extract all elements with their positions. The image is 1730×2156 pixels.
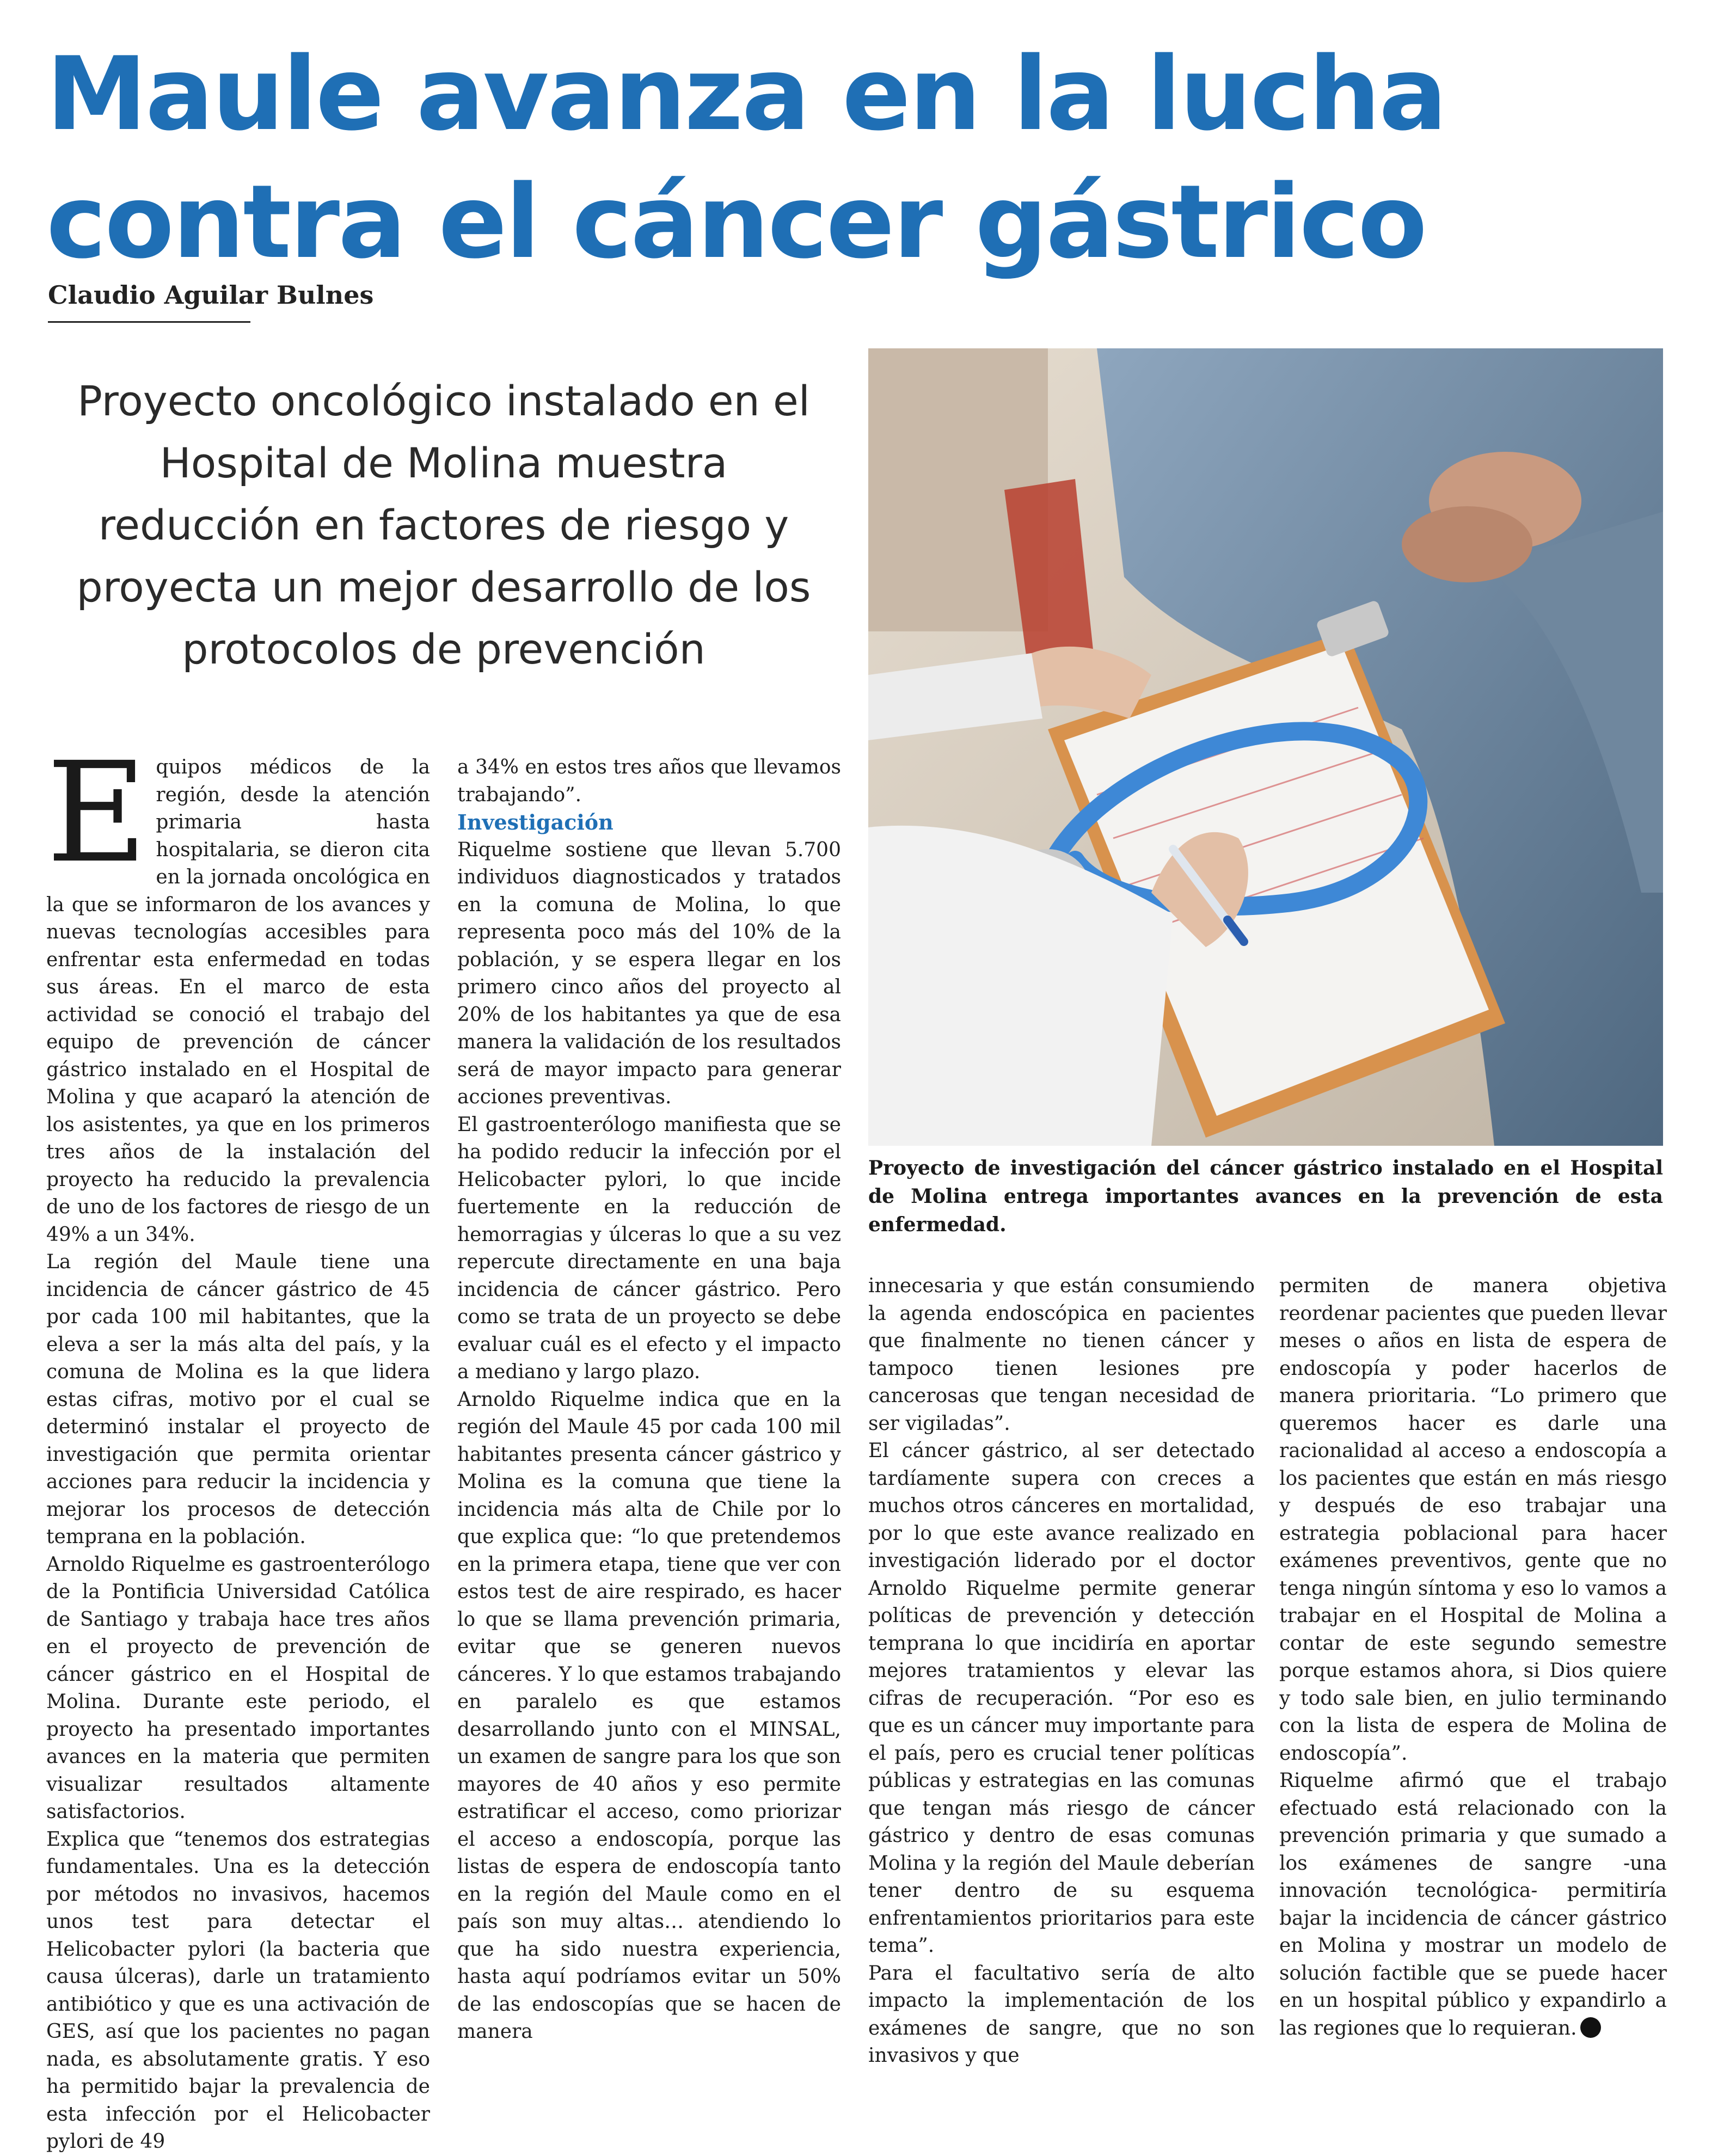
author-byline: Claudio Aguilar Bulnes xyxy=(48,280,374,310)
paragraph: Explica que “tenemos dos estrategias fundamentales. Una es la detección por métodos no invasivos, hacemos unos test para detectar el Helicobacter pylori (la bacteria que causa úlceras), darle un tratamiento antibiótico y que es una activación de GES, así que los pacientes no pagan nada, es absolutamente gratis. Y eso ha permitido bajar la prevalencia de esta infección por el Helicobacter pylori de 49 xyxy=(46,1828,430,2153)
photo-caption: Proyecto de investigación del cáncer gástrico instalado en el Hospital de Molina entrega importantes avances en la prevención de esta enfermedad. xyxy=(868,1157,1663,1236)
paragraph: a 34% en estos tres años que llevamos trabajando”. xyxy=(457,756,841,806)
byline-rule xyxy=(48,321,250,323)
paragraph: permiten de manera objetiva reordenar pacientes que pueden llevar meses o años en lista de espera de endoscopía y poder hacerlos de manera prioritaria. “Lo primero que queremos hacer es darle una racionalidad al acceso a endoscopía a los pacientes que están en más riesgo y después de eso trabajar una estrategia poblacional para hacer exámenes preventivos, gente que no tenga ningún síntoma y eso lo vamos a trabajar en el Hospital de Molina a contar de este segundo semestre porque estamos ahora, si Dios quiere y todo sale bien, en julio terminando con la lista de espera de Molina de endoscopía”. xyxy=(1279,1275,1667,1765)
headline-line-1: Maule avanza en la lucha xyxy=(46,35,1446,153)
paragraph: La región del Maule tiene una incidencia de cáncer gástrico de 45 por cada 100 mil habitantes, que la eleva a ser la más alta del país, y la comuna de Molina es la que lidera estas cifras, motivo por el cual se determinó instalar el proyecto de investigación que permita orientar acciones para reducir la incidencia y mejorar los procesos de detección temprana en la población. xyxy=(46,1251,430,1548)
body-column-3 xyxy=(868,1273,1255,2070)
paragraph: Equipos médicos de la región, desde la atención primaria hasta hospitalaria, se dieron cita en la jornada oncológica en la que se informaron de los avances y nuevas tecnologías accesibles para enfrentar esta enfermedad en todas sus áreas. En el marco de esta actividad se conoció el trabajo del equipo de prevención de cáncer gástrico instalado en el Hospital de Molina y que acaparó la atención de los asistentes, ya que en los primeros tres años de la instalación del proyecto ha reducido la prevalencia de uno de los factores de riesgo de un 49% a un 34%. xyxy=(46,732,430,1246)
paragraph: Riquelme afirmó que el trabajo efectuado está relacionado con la prevención primaria y que sumado a los exámenes de sangre -una innovación tecnológica- permitiría bajar la incidencia de cáncer gástrico en Molina y mostrar un modelo de solución factible que se puede hacer en un hospital público y expandirlo a las regiones que lo requieran. xyxy=(1279,1770,1667,2040)
section-subhead: Investigación xyxy=(457,810,614,834)
photo-illustration xyxy=(868,348,1663,1146)
end-of-article-mark xyxy=(1580,2017,1601,2038)
body-column-2 xyxy=(457,754,841,2046)
paragraph: El gastroenterólogo manifiesta que se ha podido reducir la infección por el Helicobacter pylori, lo que incide fuertemente en la reducción de hemorragias y úlceras lo que a su vez repercute directamente en una baja incidencia de cáncer gástrico. Pero como se trata de un proyecto se debe evaluar cuál es el efecto y el impacto a mediano y largo plazo. xyxy=(457,1113,841,1383)
paragraph: Arnoldo Riquelme es gastroenterólogo de la Pontificia Universidad Católica de Santiago y trabaja hace tres años en el proyecto de prevención de cáncer gástrico en el Hospital de Molina. Durante este periodo, el proyecto ha presentado importantes avances en la materia que permiten visualizar resultados altamente satisfactorios. xyxy=(46,1553,430,1823)
headline-line-2: contra el cáncer gástrico xyxy=(46,163,1426,281)
drop-cap: E xyxy=(46,732,148,893)
paragraph: Para el facultativo sería de alto impacto la implementación de los exámenes de sangre, que no son invasivos y que xyxy=(868,1962,1255,2067)
paragraph: Arnoldo Riquelme indica que en la región del Maule 45 por cada 100 mil habitantes presenta cáncer gástrico y Molina es la comuna que tiene la incidencia más alta de Chile por lo que explica que: “lo que pretendemos en la primera etapa, tiene que ver con estos test de aire respirado, es hacer lo que se llama prevención primaria, evitar que se generen nuevos cánceres. Y lo que estamos trabajando en paralelo es que estamos desarrollando junto con el MINSAL, un examen de sangre para los que son mayores de 40 años y eso permite estratificar el acceso, como priorizar el acceso a endoscopía, porque las listas de espera de endoscopía tanto en la región del Maule como en el país son muy altas… atendiendo lo que ha sido nuestra experiencia, hasta aquí podríamos evitar un 50% de las endoscopías que se hacen de manera xyxy=(457,1388,841,2043)
paragraph: El cáncer gástrico, al ser detectado tardíamente supera con creces a muchos otros cánceres en mortalidad, por lo que este avance realizado en investigación liderado por el doctor Arnoldo Riquelme permite generar políticas de prevención y detección temprana lo que incidiría en aportar mejores tratamientos y elevar las cifras de recuperación. “Por eso es que es un cáncer muy importante para el país, pero es crucial tener políticas públicas y estrategias en las comunas que tengan más riesgo de cáncer gástrico y dentro de esas comunas Molina y la región del Maule deberían tener dentro de su esquema enfrentamientos prioritarios para este tema”. xyxy=(868,1440,1255,1957)
paragraph: innecesaria y que están consumiendo la agenda endoscópica en pacientes que finalmente no tienen cáncer y tampoco tienen lesiones pre cancerosas que tengan necesidad de ser vigiladas”. xyxy=(868,1275,1255,1435)
headline xyxy=(46,30,1516,286)
body-column-4 xyxy=(1279,1273,1667,2042)
article-photo xyxy=(868,348,1663,1146)
lead-paragraph: Proyecto oncológico instalado en el Hospital de Molina muestra reducción en factores de riesgo y proyecta un mejor desarrollo de los protocolos de prevención xyxy=(76,377,811,673)
paragraph: Riquelme sostiene que llevan 5.700 individuos diagnosticados y tratados en la comuna de Molina, lo que representa poco más del 10% de la población, y se espera llegar en los primero cinco años del proyecto al 20% de los habitantes ya que de esa manera la validación de los resultados será de mayor impacto para generar acciones preventivas. xyxy=(457,838,841,1108)
body-column-1 xyxy=(46,732,430,2156)
